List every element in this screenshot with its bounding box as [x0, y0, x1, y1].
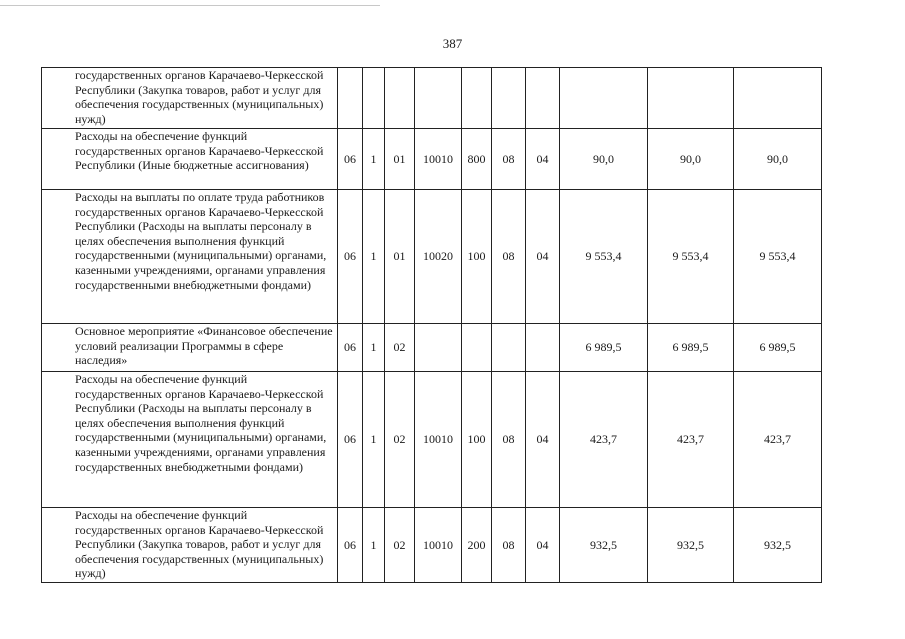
row-description: Расходы на обеспечение функций государственных органов Карачаево-Черкесской Республики (Закупка товаров, работ и услуг для обеспечения государственных (муниципальных) нужд) [42, 508, 338, 583]
table-row [42, 372, 822, 508]
table-row [42, 68, 822, 129]
top-rule [0, 5, 380, 6]
cell-sum-2 [648, 68, 734, 129]
cell-p [363, 68, 385, 129]
cell-csr: 10020 [415, 190, 462, 324]
page-number: 387 [442, 36, 463, 51]
cell-sum-1: 9 553,4 [560, 190, 648, 324]
cell-csr [415, 324, 462, 372]
cell-p: 1 [363, 129, 385, 190]
cell-pp: 01 [385, 190, 415, 324]
cell-rz [492, 68, 526, 129]
cell-sum-2: 932,5 [648, 508, 734, 583]
cell-gr: 06 [338, 190, 363, 324]
cell-gr: 06 [338, 129, 363, 190]
cell-sum-3: 9 553,4 [734, 190, 822, 324]
cell-sum-2: 9 553,4 [648, 190, 734, 324]
cell-p: 1 [363, 190, 385, 324]
cell-vr [462, 68, 492, 129]
cell-sum-2: 90,0 [648, 129, 734, 190]
table-row [42, 190, 822, 324]
cell-prz: 04 [526, 129, 560, 190]
cell-sum-1: 90,0 [560, 129, 648, 190]
row-description: Расходы на обеспечение функций государственных органов Карачаево-Черкесской Республики (Иные бюджетные ассигнования) [42, 129, 338, 190]
cell-pp [385, 68, 415, 129]
table-row [42, 129, 822, 190]
cell-sum-3: 90,0 [734, 129, 822, 190]
cell-rz: 08 [492, 508, 526, 583]
cell-csr: 10010 [415, 129, 462, 190]
cell-rz: 08 [492, 129, 526, 190]
cell-csr: 10010 [415, 508, 462, 583]
cell-csr: 10010 [415, 372, 462, 508]
cell-sum-3: 932,5 [734, 508, 822, 583]
cell-sum-1 [560, 68, 648, 129]
table-row [42, 324, 822, 372]
cell-gr [338, 68, 363, 129]
table-row [42, 508, 822, 583]
cell-sum-2: 6 989,5 [648, 324, 734, 372]
cell-vr: 800 [462, 129, 492, 190]
cell-gr: 06 [338, 508, 363, 583]
cell-sum-1: 6 989,5 [560, 324, 648, 372]
cell-p: 1 [363, 372, 385, 508]
cell-rz [492, 324, 526, 372]
cell-sum-3: 423,7 [734, 372, 822, 508]
cell-vr [462, 324, 492, 372]
cell-prz: 04 [526, 190, 560, 324]
cell-sum-3 [734, 68, 822, 129]
cell-sum-1: 423,7 [560, 372, 648, 508]
row-description: Основное мероприятие «Финансовое обеспечение условий реализации Программы в сфере наследия» [42, 324, 338, 372]
row-description: государственных органов Карачаево-Черкесской Республики (Закупка товаров, работ и услуг для обеспечения государственных (муниципальных) нужд) [42, 68, 338, 129]
cell-sum-2: 423,7 [648, 372, 734, 508]
cell-rz: 08 [492, 190, 526, 324]
cell-prz [526, 324, 560, 372]
cell-vr: 100 [462, 190, 492, 324]
cell-prz: 04 [526, 372, 560, 508]
cell-vr: 100 [462, 372, 492, 508]
cell-vr: 200 [462, 508, 492, 583]
cell-p: 1 [363, 324, 385, 372]
cell-pp: 02 [385, 508, 415, 583]
cell-pp: 01 [385, 129, 415, 190]
cell-sum-3: 6 989,5 [734, 324, 822, 372]
cell-gr: 06 [338, 372, 363, 508]
cell-p: 1 [363, 508, 385, 583]
cell-pp: 02 [385, 324, 415, 372]
row-description: Расходы на обеспечение функций государственных органов Карачаево-Черкесской Республики (Расходы на выплаты персоналу в целях обеспечения выполнения функций государственными (муниципальными) органами, казенными учреждениями, органами управления государственных внебюджетными фондами) [42, 372, 338, 508]
cell-rz: 08 [492, 372, 526, 508]
cell-sum-1: 932,5 [560, 508, 648, 583]
cell-pp: 02 [385, 372, 415, 508]
cell-csr [415, 68, 462, 129]
cell-prz [526, 68, 560, 129]
row-description: Расходы на выплаты по оплате труда работников государственных органов Карачаево-Черкесской Республики (Расходы на выплаты персоналу в целях обеспечения выполнения функций государственными (муниципальными) органами, казенными учреждениями, органами управления государственными внебюджетными фондами) [42, 190, 338, 324]
cell-prz: 04 [526, 508, 560, 583]
budget-table [41, 67, 822, 583]
cell-gr: 06 [338, 324, 363, 372]
